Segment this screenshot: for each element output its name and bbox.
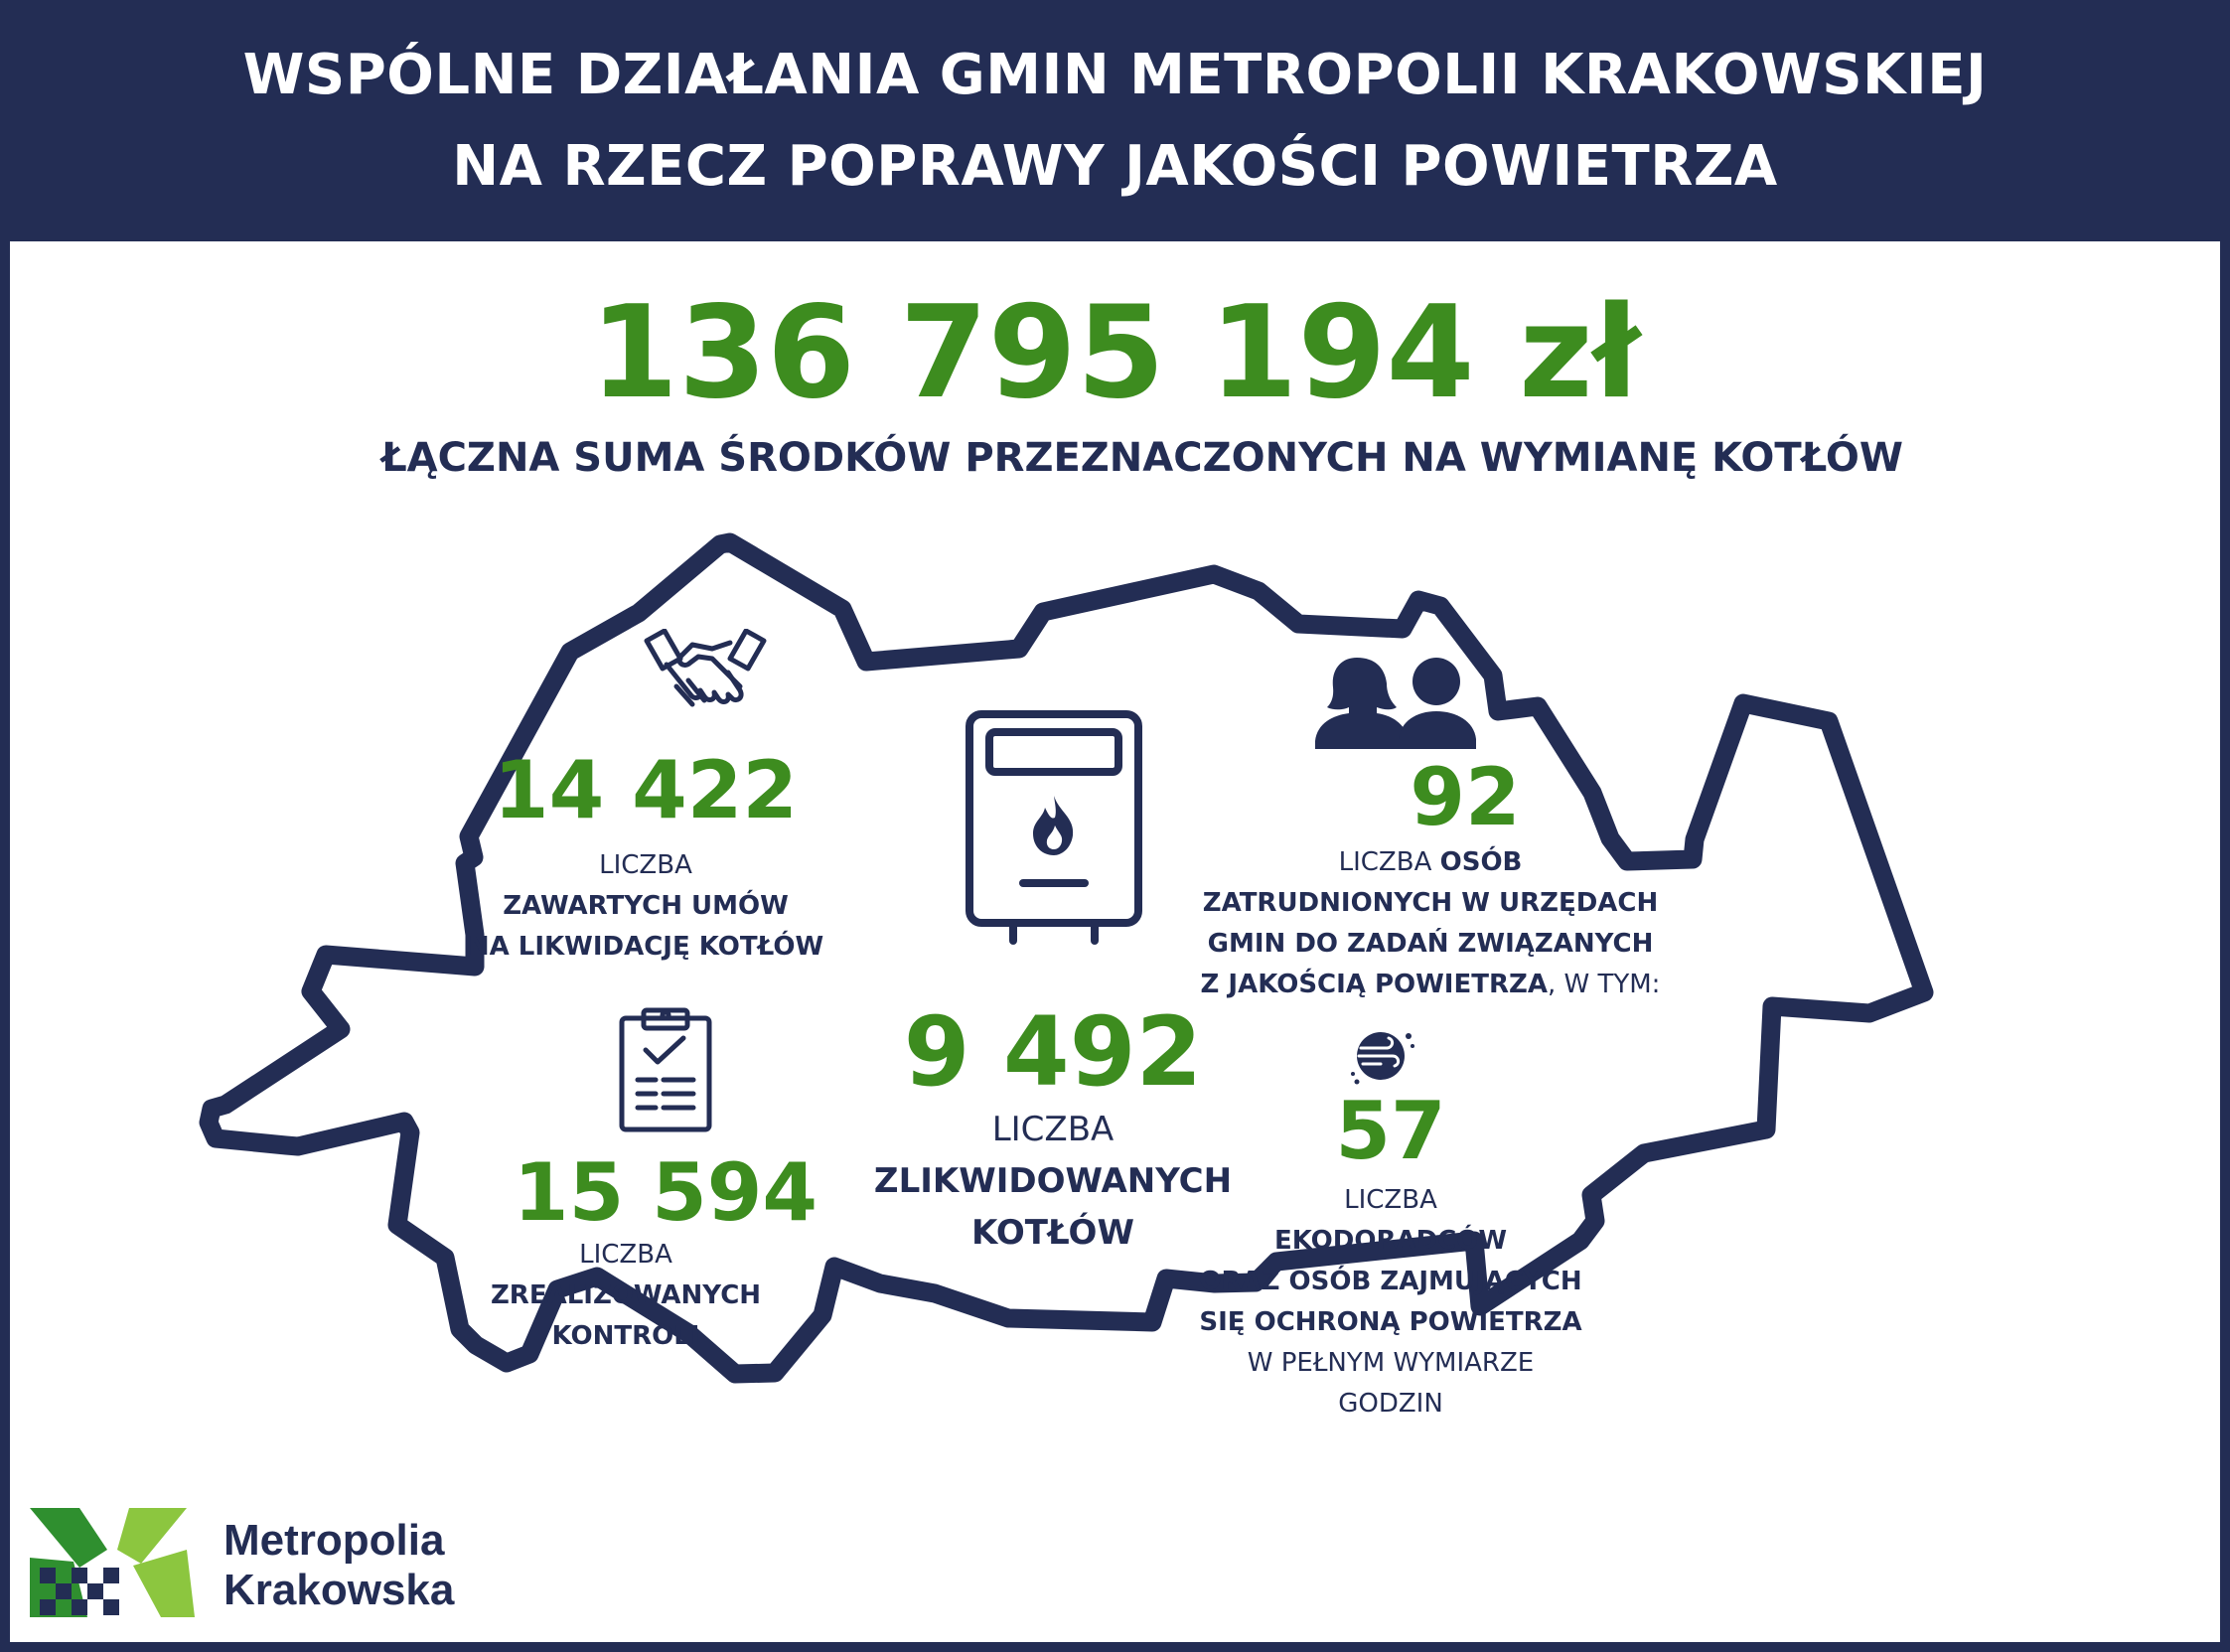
employees-desc-line1-regular: LICZBA <box>1338 847 1440 877</box>
wind-icon <box>1347 1026 1416 1086</box>
employees-value: 92 <box>1410 751 1521 843</box>
total-amount: 136 795 194 zł <box>589 279 1641 427</box>
boilers-value: 9 492 <box>903 996 1203 1108</box>
inspections-description <box>457 1235 795 1357</box>
eco-advisors-desc-line2: EKODORADCÓW <box>1273 1226 1508 1256</box>
eco-advisors-desc-line1: LICZBA <box>1344 1185 1437 1215</box>
boiler-icon <box>964 708 1144 947</box>
eco-advisors-desc-line3: ORAZ OSÓB ZAJMUJĄCYCH <box>1199 1267 1582 1296</box>
employees-desc-line3: GMIN DO ZADAŃ ZWIĄZANYCH <box>1207 929 1654 959</box>
people-icon <box>1313 654 1482 753</box>
handshake-icon <box>643 629 768 726</box>
contracts-desc-line1: LICZBA <box>599 850 692 880</box>
inspections-value: 15 594 <box>513 1146 818 1239</box>
contracts-desc-line3: NA LIKWIDACJĘ KOTŁÓW <box>467 932 824 962</box>
logo-text-line1: Metropolia <box>223 1516 445 1565</box>
employees-desc-line1-bold: OSÓB <box>1439 847 1523 877</box>
clipboard-check-icon <box>616 1004 715 1133</box>
inspections-desc-line3: KONTROLI <box>551 1321 700 1351</box>
eco-advisors-description <box>1113 1180 1669 1425</box>
eco-advisors-desc-line5: W PEŁNYM WYMIARZE <box>1247 1348 1535 1378</box>
boilers-desc-line2: ZLIKWIDOWANYCH <box>873 1161 1233 1201</box>
logo-text-line2: Krakowska <box>223 1566 455 1614</box>
employees-desc-line4-regular: , W TYM: <box>1547 970 1661 999</box>
contracts-description <box>427 845 864 968</box>
employees-desc-line1 <box>1142 842 1718 883</box>
header-title-line2: NA RZECZ POPRAWY JAKOŚCI POWIETRZA <box>452 133 1778 199</box>
logo-text <box>223 1516 454 1615</box>
header-banner <box>0 0 2230 241</box>
inspections-desc-line1: LICZBA <box>579 1240 672 1270</box>
employees-desc-line2: ZATRUDNIONYCH W URZĘDACH <box>1202 888 1659 918</box>
inspections-desc-line2: ZREALIZOWANYCH <box>490 1280 762 1310</box>
eco-advisors-desc-line6: GODZIN <box>1338 1389 1443 1419</box>
boilers-desc-line1: LICZBA <box>991 1110 1115 1149</box>
contracts-value: 14 422 <box>493 744 799 836</box>
header-title-line1: WSPÓLNE DZIAŁANIA GMIN METROPOLII KRAKOWSKIEJ <box>242 42 1988 107</box>
employees-desc-line4-bold: Z JAKOŚCIĄ POWIETRZA <box>1200 970 1548 999</box>
contracts-desc-line2: ZAWARTYCH UMÓW <box>503 891 789 921</box>
employees-description <box>1142 842 1718 1005</box>
eco-advisors-value: 57 <box>1335 1085 1446 1177</box>
total-amount-label: ŁĄCZNA SUMA ŚRODKÓW PRZEZNACZONYCH NA WYMIANĘ KOTŁÓW <box>380 435 1904 481</box>
eco-advisors-desc-line4: SIĘ OCHRONĄ POWIETRZA <box>1199 1307 1582 1337</box>
boilers-desc-line3: KOTŁÓW <box>971 1213 1134 1253</box>
employees-desc-line4 <box>1142 965 1718 1005</box>
content-panel <box>10 241 2220 1642</box>
